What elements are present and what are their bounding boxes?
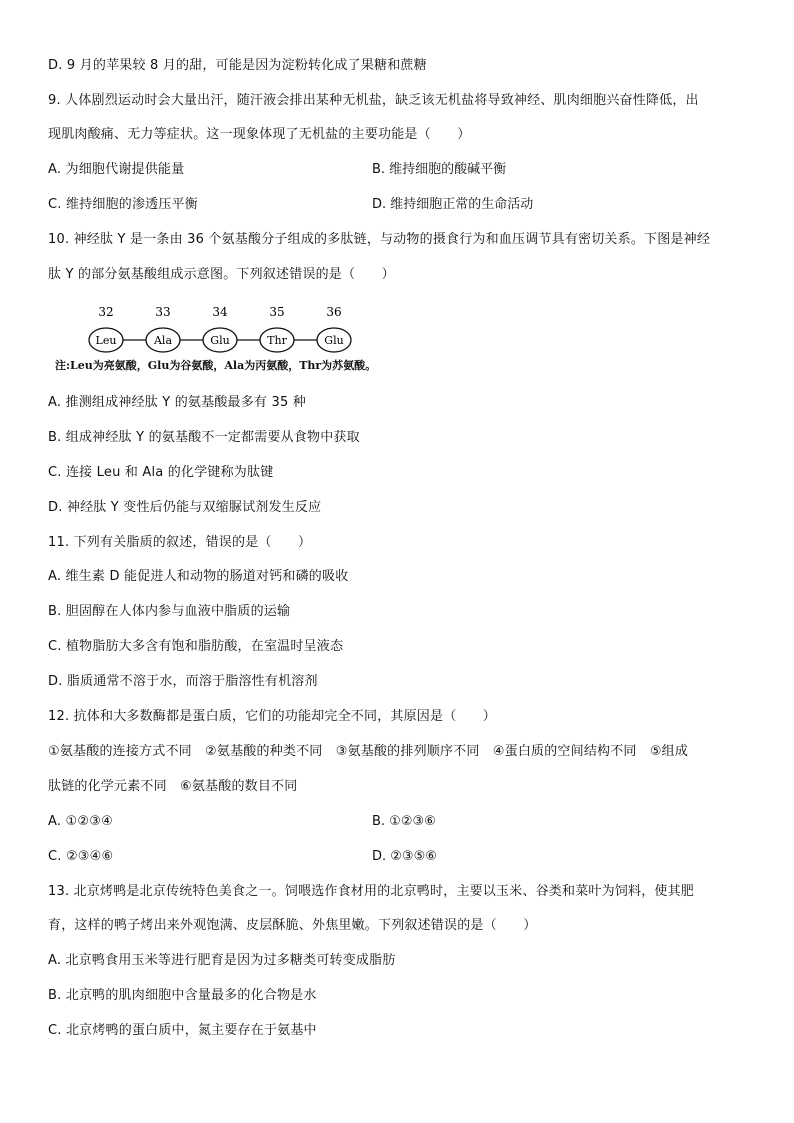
- residue-number: 36: [326, 305, 342, 319]
- residue-number: 32: [98, 305, 114, 319]
- residue-label-thr: Thr: [267, 334, 287, 347]
- q13-option-c: C. 北京烤鸭的蛋白质中，氮主要存在于氨基中: [48, 1023, 317, 1038]
- residue-number: 33: [155, 305, 171, 319]
- diagram-note: 注:Leu为亮氨酸，Glu为谷氨酸，Ala为丙氨酸，Thr为苏氨酸。: [55, 359, 377, 372]
- q13-stem-line2: 育，这样的鸭子烤出来外观饱满、皮层酥脆、外焦里嫩。下列叙述错误的是（ ）: [48, 918, 537, 933]
- q12-statements-line2: 肽链的化学元素不同 ⑥氨基酸的数目不同: [48, 779, 298, 794]
- q9-option-b: B. 维持细胞的酸碱平衡: [372, 162, 507, 177]
- q9-stem-line1: 9. 人体剧烈运动时会大量出汗，随汗液会排出某种无机盐，缺乏该无机盐将导致神经、肌肉细胞兴奋性降低，出: [48, 93, 699, 108]
- q11-stem: 11. 下列有关脂质的叙述，错误的是（ ）: [48, 535, 312, 550]
- q11-option-d: D. 脂质通常不溶于水，而溶于脂溶性有机溶剂: [48, 674, 318, 689]
- q9-option-a: A. 为细胞代谢提供能量: [48, 162, 185, 177]
- q12-stem: 12. 抗体和大多数酶都是蛋白质，它们的功能却完全不同，其原因是（ ）: [48, 709, 497, 724]
- q10-option-d: D. 神经肽 Y 变性后仍能与双缩脲试剂发生反应: [48, 500, 322, 515]
- q12-option-b: B. ①②③⑥: [372, 814, 436, 829]
- q9-option-c: C. 维持细胞的渗透压平衡: [48, 197, 198, 212]
- q10-stem-line2: 肽 Y 的部分氨基酸组成示意图。下列叙述错误的是（ ）: [48, 267, 395, 282]
- q12-statements-line1: ①氨基酸的连接方式不同 ②氨基酸的种类不同 ③氨基酸的排列顺序不同 ④蛋白质的空间结构不同 ⑤组成: [48, 744, 689, 759]
- residue-label-glu: Glu: [210, 334, 230, 347]
- q13-stem-line1: 13. 北京烤鸭是北京传统特色美食之一。饲喂选作食材用的北京鸭时，主要以玉米、谷类和菜叶为饲料，使其肥: [48, 884, 695, 899]
- residue-label-glu: Glu: [324, 334, 344, 347]
- q12-option-c: C. ②③④⑥: [48, 849, 114, 864]
- q13-option-a: A. 北京鸭食用玉米等进行肥育是因为过多糖类可转变成脂肪: [48, 953, 396, 968]
- residue-number: 34: [212, 305, 228, 319]
- q13-option-b: B. 北京鸭的肌肉细胞中含量最多的化合物是水: [48, 988, 317, 1003]
- q11-option-b: B. 胆固醇在人体内参与血液中脂质的运输: [48, 604, 291, 619]
- peptide-chain-diagram: [85, 300, 365, 356]
- residue-label-ala: Ala: [153, 334, 173, 347]
- q10-option-b: B. 组成神经肽 Y 的氨基酸不一定都需要从食物中获取: [48, 430, 360, 445]
- q12-option-a: A. ①②③④: [48, 814, 113, 829]
- q10-option-a: A. 推测组成神经肽 Y 的氨基酸最多有 35 种: [48, 395, 306, 410]
- q10-stem-line1: 10. 神经肽 Y 是一条由 36 个氨基酸分子组成的多肽链，与动物的摄食行为和血压调节具有密切关系。下图是神经: [48, 232, 711, 247]
- q10-option-c: C. 连接 Leu 和 Ala 的化学键称为肽键: [48, 465, 274, 480]
- q9-option-d: D. 维持细胞正常的生命活动: [372, 197, 534, 212]
- q9-stem-line2: 现肌肉酸痛、无力等症状。这一现象体现了无机盐的主要功能是（ ）: [48, 127, 471, 142]
- q12-option-d: D. ②③⑤⑥: [372, 849, 437, 864]
- q11-option-a: A. 维生素 D 能促进人和动物的肠道对钙和磷的吸收: [48, 569, 349, 584]
- q11-option-c: C. 植物脂肪大多含有饱和脂肪酸，在室温时呈液态: [48, 639, 344, 654]
- residue-number: 35: [269, 305, 285, 319]
- residue-label-leu: Leu: [95, 334, 117, 347]
- q8-option-d: D. 9 月的苹果较 8 月的甜，可能是因为淀粉转化成了果糖和蔗糖: [48, 58, 427, 73]
